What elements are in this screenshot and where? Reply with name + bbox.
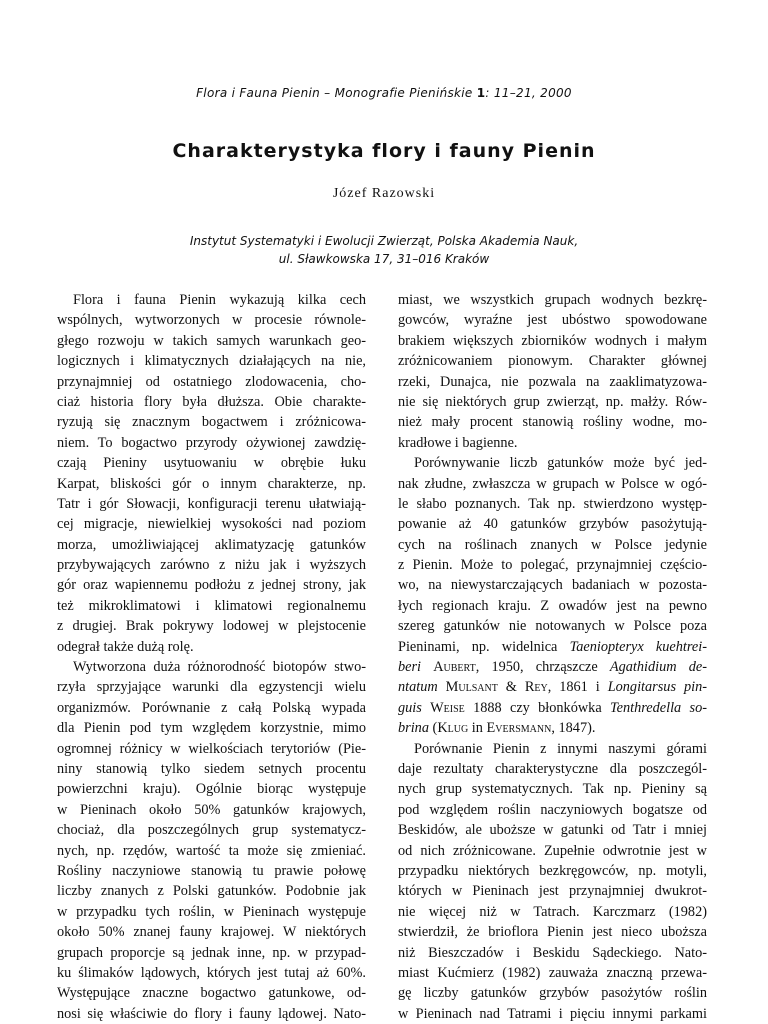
- text-segment: przypadku niektórych bezkręgowców, np. motyli,: [398, 862, 707, 879]
- text-segment: , 1847).: [551, 720, 596, 737]
- species-name: ntatum: [398, 679, 438, 696]
- text-segment: brakiem większych zbiorników wodnych i małym: [398, 332, 707, 349]
- text-line: [398, 841, 707, 861]
- text-line: [398, 474, 707, 494]
- text-line: logicznych i klimatycznych działających na nie,: [57, 353, 366, 370]
- text-line: gór oraz wapiennemu podłożu z jednej strony, jak: [57, 577, 366, 594]
- text-line: około 50% znanej fauny krajowej. W niektórych: [57, 924, 366, 941]
- text-segment: cych na roślinach znanych w Polsce jedynie: [398, 536, 707, 553]
- text-segment: , 1950, chrząszcze: [475, 659, 610, 676]
- text-segment: w Pieninach nad Tatrami i pięciu innymi parkami: [398, 1005, 707, 1022]
- text-line: [398, 575, 707, 595]
- species-name: Tenthredella so-: [609, 699, 707, 716]
- text-line: [398, 902, 707, 922]
- journal-pages-year: : 11–21, 2000: [485, 86, 572, 100]
- author-citation: Eversmann: [486, 720, 552, 737]
- text-line: [398, 983, 707, 1003]
- text-line: rzyła sprzyjające warunki dla egzystencji wielu: [57, 679, 366, 696]
- text-line: z drugiej. Brak pokrywy lodowej w plejstocenie: [57, 618, 366, 635]
- species-name: brina: [398, 720, 429, 737]
- text-segment: nych grup systematycznych. Tak np. Pieniny są: [398, 781, 707, 798]
- text-line: [398, 637, 707, 657]
- text-segment: zróżnicowaniem pionowym. Charakter głównej: [398, 353, 707, 370]
- text-line: Występujące znaczne bogactwo gatunkowe, od-: [57, 985, 366, 1002]
- text-line: [398, 310, 707, 330]
- text-line: głego rozwoju w takich samych warunkach geo-: [57, 332, 366, 349]
- text-segment: Beskidów, ale uboższe w gatunki od Tatr i mniej: [398, 822, 707, 839]
- author-citation: Mulsant: [445, 679, 498, 696]
- body-column-left: [57, 290, 366, 1024]
- text-line: [398, 677, 707, 697]
- text-line: cej migracje, niewielkiej wysokości nad poziom: [57, 516, 366, 533]
- article-title: Charakterystyka flory i fauny Pienin: [172, 140, 596, 162]
- text-segment: wo, na niewystarczających badaniach w pozosta-: [398, 577, 707, 594]
- journal-volume: 1: [476, 86, 486, 100]
- author-citation: Klug: [437, 720, 469, 737]
- text-segment: gę liczby gatunków grzybów pasożytów roślin: [398, 985, 707, 1002]
- text-line: grupach proporcje są jednak inne, np. w przypad-: [57, 944, 366, 961]
- text-line: [398, 943, 707, 963]
- text-line: [398, 494, 707, 514]
- author-citation: Rey: [524, 679, 548, 696]
- species-name: guis: [398, 699, 422, 716]
- text-line: w Pieninach około 50% gatunków krajowych,: [57, 801, 366, 818]
- text-line: [398, 514, 707, 534]
- text-segment: miast, we wszystkich grupach wodnych bezkrę-: [398, 292, 707, 308]
- text-segment: &: [497, 679, 525, 696]
- text-segment: powanie aż 40 gatunków grzybów pasożytują-: [398, 516, 707, 533]
- affiliation-line-1: Instytut Systematyki i Ewolucji Zwierząt, Polska Akademia Nauk,: [189, 234, 579, 248]
- text-line: ogromnej różnicy w wielkościach terytoriów (Pie-: [57, 740, 366, 757]
- text-segment: Porównanie Pienin z innymi naszymi górami: [414, 740, 707, 757]
- text-line: nych, np. rzędów, wartość ta może się zmieniać.: [57, 842, 366, 859]
- text-segment: łych regionach kraju. Z owadów jest na pewno: [398, 597, 707, 614]
- text-segment: gowców, wyraźne jest ubóstwo spowodowane: [398, 312, 707, 329]
- text-line: ciaż historia flory była dłuższa. Obie charakte-: [57, 393, 366, 410]
- text-line: odegrał także dużą rolę.: [57, 638, 194, 655]
- text-segment: le słabo poznanych. Tak np. stwierdzono występ-: [398, 495, 707, 512]
- text-segment: których w Pieninach jest przynajmniej dwukrot-: [398, 883, 707, 900]
- text-line: [398, 861, 707, 881]
- text-segment: 1888 czy błonkówka: [464, 699, 610, 716]
- text-line: liczby znanych z Polski gatunków. Podobnie jak: [57, 883, 366, 900]
- author-name: Józef Razowski: [332, 186, 436, 201]
- text-segment: z Pienin. Może to polegać, przynajmniej częścio-: [398, 557, 707, 574]
- text-segment: stwierdził, że brioflora Pienin jest nieco uboższa: [398, 924, 707, 941]
- text-line: czają Pieniny usytuowaniu w obrębie łuku: [57, 455, 366, 472]
- text-segment: daje rezultaty charakterystyczne dla poszczegól-: [398, 760, 707, 777]
- text-line: dla Pienin pod tym względem korzystnie, mimo: [57, 720, 366, 737]
- text-line: [398, 535, 707, 555]
- text-segment: Pieninami, np. widelnica: [398, 638, 570, 655]
- text-segment: nak złudne, zwłaszcza w grupach w Polsce w ogó-: [398, 475, 707, 492]
- species-name: Agathidium de-: [609, 659, 707, 676]
- text-line: [398, 616, 707, 636]
- text-line: niny stanowią tylko siedem setnych procentu: [57, 760, 366, 777]
- text-line: nosi się właściwie do flory i fauny lądowej. Nato-: [57, 1005, 366, 1022]
- text-segment: nież mały procent stanowią rośliny wodne, mo-: [398, 414, 707, 431]
- text-line: morza, umożliwiającej aklimatyzację gatunków: [57, 536, 366, 553]
- text-line: [398, 922, 707, 942]
- text-line: Tatr i gór Słowacji, konfiguracji terenu ułatwiają-: [57, 495, 366, 512]
- species-name: Longitarsus pin-: [607, 679, 707, 696]
- text-line: [398, 555, 707, 575]
- text-line: [398, 290, 707, 310]
- text-line: ku ślimaków lądowych, których jest tutaj aż 60%.: [57, 964, 366, 981]
- text-line: Rośliny naczyniowe stanowią tu prawie połowę: [57, 862, 366, 879]
- body-column-right: [398, 290, 707, 1024]
- text-line: [398, 433, 707, 453]
- text-segment: kradłowe i bagienne.: [398, 434, 518, 451]
- text-line: [398, 739, 707, 759]
- text-line: wspólnych, wytworzonych w procesie równole-: [57, 312, 366, 329]
- text-segment: szereg gatunków nie notowanych w Polsce poza: [398, 618, 707, 635]
- species-name: Taeniopteryx kuehtrei-: [569, 638, 707, 655]
- text-line: [398, 351, 707, 371]
- text-line: [398, 800, 707, 820]
- text-line: [398, 881, 707, 901]
- text-line: organizmów. Porównanie z całą Polską wypada: [57, 699, 366, 716]
- text-line: też mikroklimatowi i klimatowi regionalnemu: [57, 597, 366, 614]
- text-segment: , 1861 i: [547, 679, 608, 696]
- text-segment: pod względem roślin naczyniowych bogatsze od: [398, 801, 707, 818]
- author-citation: Aubert: [433, 659, 476, 676]
- text-line: [398, 657, 707, 677]
- text-line: [398, 718, 707, 738]
- text-segment: niż Bieszczadów i Beskidu Sądeckiego. Nato-: [398, 944, 707, 961]
- text-line: Karpat, bliskości gór o innym charakterze, np.: [57, 475, 366, 492]
- text-line: [398, 698, 707, 718]
- text-line: chociaż, dla poszczególnych grup systematycz-: [57, 822, 366, 839]
- text-segment: od nich zróżnicowane. Zupełnie odwrotnie jest w: [398, 842, 707, 859]
- text-segment: (: [428, 720, 438, 737]
- text-segment: nie się niektórych grup zwierząt, np. małży. Rów-: [398, 393, 707, 410]
- text-line: [398, 453, 707, 473]
- text-line: [398, 392, 707, 412]
- text-line: [398, 331, 707, 351]
- text-segment: Porównywanie liczb gatunków może być jed-: [414, 455, 707, 472]
- text-line: [398, 963, 707, 983]
- author-citation: Weise: [430, 699, 465, 716]
- text-line: [398, 596, 707, 616]
- text-segment: [421, 659, 433, 675]
- text-line: ryzują się znacznym bogactwem i zróżnicowa-: [57, 414, 366, 431]
- text-line: [398, 759, 707, 779]
- text-line: Flora i fauna Pienin wykazują kilka cech: [73, 292, 366, 308]
- affiliation-line-2: ul. Sławkowska 17, 31–016 Kraków: [278, 252, 490, 266]
- affiliation: [0, 232, 768, 268]
- text-line: [398, 779, 707, 799]
- text-line: powierzchni kraju). Ogólnie biorąc występuje: [57, 781, 366, 798]
- text-segment: miast Kućmierz (1982) zauważa znaczną przewa-: [398, 964, 707, 981]
- text-segment: [422, 700, 430, 716]
- text-segment: in: [468, 720, 487, 737]
- journal-header: [0, 86, 768, 100]
- text-segment: rzeki, Dunajca, nie pozwala na zaaklimatyzowa-: [398, 373, 707, 390]
- text-line: [398, 372, 707, 392]
- species-name: beri: [398, 659, 422, 676]
- text-line: [398, 820, 707, 840]
- text-line: przynajmniej od ostatniego zlodowacenia, cho-: [57, 373, 366, 390]
- journal-name: Flora i Fauna Pienin – Monografie Pienińskie: [196, 86, 473, 100]
- text-line: Wytworzona duża różnorodność biotopów stwo-: [73, 659, 366, 676]
- text-segment: [438, 679, 446, 695]
- text-line: [398, 412, 707, 432]
- text-segment: nie więcej niż w Tatrach. Karczmarz (1982): [398, 903, 707, 920]
- text-line: w przypadku tych roślin, w Pieninach występuje: [57, 903, 366, 920]
- text-line: przybywających zarówno z niżu jak i wyższych: [57, 557, 366, 574]
- text-line: [398, 1004, 707, 1024]
- text-line: niem. To bogactwo przyrody ożywionej zawdzię-: [57, 434, 366, 451]
